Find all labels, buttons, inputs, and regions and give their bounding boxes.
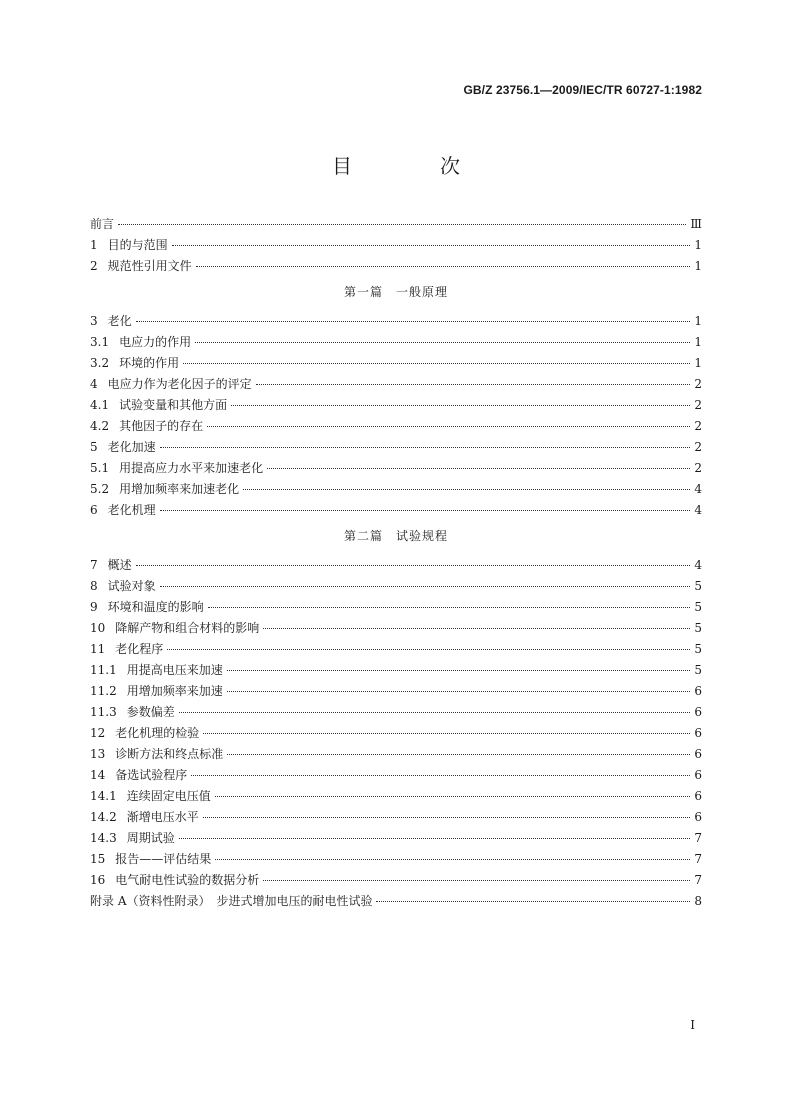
toc-entry-page: 6: [694, 726, 702, 740]
toc-entry-page: 7: [694, 873, 702, 887]
toc-leader-dots: [136, 564, 690, 566]
toc-entry-text: 规范性引用文件: [107, 259, 192, 273]
toc-entry-label: [90, 870, 259, 891]
toc-entry-text: 用提高应力水平来加速老化: [119, 461, 264, 475]
toc-entry-page: 1: [694, 259, 702, 273]
toc-entry-text: 报告——评估结果: [115, 852, 212, 866]
toc-entry-text: 试验对象: [107, 579, 156, 593]
toc-entry-text: 电应力的作用: [119, 335, 192, 349]
toc-part1-section: [90, 311, 702, 521]
toc-entry-page: 5: [694, 579, 702, 593]
toc-part2-section: [90, 555, 702, 912]
toc-entry[interactable]: [90, 807, 702, 828]
toc-entry-text: 环境的作用: [119, 356, 180, 370]
toc-entry-label: [90, 828, 175, 849]
toc-entry[interactable]: [90, 681, 702, 702]
toc-entry-page: 2: [694, 377, 702, 391]
toc-leader-dots: [172, 244, 690, 246]
toc-entry[interactable]: [90, 256, 702, 277]
toc-leader-dots: [160, 585, 690, 587]
toc-entry[interactable]: [90, 870, 702, 891]
toc-entry[interactable]: [90, 374, 702, 395]
toc-entry-number: 4: [90, 377, 98, 391]
toc-entry[interactable]: [90, 618, 702, 639]
toc-leader-dots: [167, 648, 690, 650]
toc-entry-label: [90, 723, 199, 744]
toc-leader-dots: [191, 774, 690, 776]
toc-leader-dots: [203, 816, 690, 818]
toc-entry[interactable]: [90, 437, 702, 458]
toc-entry-page: 1: [694, 314, 702, 328]
part-heading-1: 第一篇 一般原理: [343, 285, 448, 299]
toc-entry-number: 14.2: [90, 810, 117, 824]
toc-entry-number: 7: [90, 558, 98, 572]
toc-entry-number: 4.1: [90, 398, 110, 412]
toc-entry[interactable]: [90, 849, 702, 870]
toc-entry[interactable]: [90, 660, 702, 681]
toc-entry-text: 备选试验程序: [115, 768, 188, 782]
toc-entry-label: [90, 353, 179, 374]
toc-entry-number: 4.2: [90, 419, 110, 433]
toc-entry-page: 1: [694, 356, 702, 370]
toc-entry-number: 9: [90, 600, 98, 614]
toc-entry-text: 目的与范围: [107, 238, 168, 252]
toc-entry-text: 连续固定电压值: [126, 789, 211, 803]
toc-entry-text: 周期试验: [126, 831, 175, 845]
toc-entry[interactable]: [90, 311, 702, 332]
toc-entry-label: [90, 500, 156, 521]
toc-entry-number: 13: [90, 747, 106, 761]
toc-entry-label: [90, 765, 187, 786]
toc-entry[interactable]: [90, 723, 702, 744]
toc-entry-text: 降解产物和组合材料的影响: [115, 621, 260, 635]
toc-entry-label: [90, 437, 156, 458]
toc-entry-label: [90, 618, 259, 639]
page-folio: I: [690, 1018, 695, 1032]
toc-entry-text: 电应力作为老化因子的评定: [107, 377, 252, 391]
toc-entry[interactable]: [90, 744, 702, 765]
toc-entry-text: 电气耐电性试验的数据分析: [115, 873, 260, 887]
toc-leader-dots: [118, 223, 686, 225]
toc-entry-page: 5: [694, 621, 702, 635]
toc-leader-dots: [263, 879, 690, 881]
toc-entry-number: 10: [90, 621, 106, 635]
toc-leader-dots: [231, 404, 690, 406]
toc-entry-page: 5: [694, 600, 702, 614]
toc-leader-dots: [136, 320, 690, 322]
toc-entry-page: 6: [694, 810, 702, 824]
toc-leader-dots: [195, 341, 690, 343]
toc-leader-dots: [256, 383, 690, 385]
toc-entry-number: 11.3: [90, 705, 117, 719]
toc-entry-text: 前言: [90, 217, 115, 231]
toc-entry-number: 14.1: [90, 789, 117, 803]
toc-entry-page: 4: [694, 503, 702, 517]
toc-entry-number: 14.3: [90, 831, 117, 845]
toc-leader-dots: [208, 606, 690, 608]
toc-entry-page: 6: [694, 747, 702, 761]
toc-entry-number: 6: [90, 503, 98, 517]
toc-entry-label: [90, 311, 132, 332]
toc-entry-text: 附录 A（资料性附录） 步进式增加电压的耐电性试验: [90, 894, 373, 908]
toc-entry[interactable]: [90, 458, 702, 479]
toc-entry-text: 渐增电压水平: [126, 810, 199, 824]
toc-entry-label: [90, 786, 211, 807]
toc-entry[interactable]: [90, 235, 702, 256]
toc-entry-page: 6: [694, 768, 702, 782]
toc-entry[interactable]: [90, 214, 702, 235]
toc-entry-label: [90, 416, 203, 437]
toc-leader-dots: [227, 690, 690, 692]
toc-entry-number: 11.1: [90, 663, 117, 677]
toc-leader-dots: [227, 753, 690, 755]
toc-leader-dots: [179, 711, 690, 713]
toc-entry-text: 老化程序: [115, 642, 164, 656]
toc-leader-dots: [263, 627, 690, 629]
toc-entry[interactable]: [90, 500, 702, 521]
toc-entry-text: 参数偏差: [126, 705, 175, 719]
toc-leader-dots: [179, 837, 690, 839]
toc-entry-label: [90, 849, 211, 870]
toc-entry-page: 6: [694, 705, 702, 719]
toc-entry-text: 用增加频率来加速: [126, 684, 223, 698]
part-heading-2: 第二篇 试验规程: [343, 529, 448, 543]
toc-entry-label: [90, 597, 204, 618]
toc-entry-page: Ⅲ: [690, 217, 702, 231]
toc-entry-page: 8: [694, 894, 702, 908]
toc-entry[interactable]: [90, 765, 702, 786]
toc-entry[interactable]: [90, 891, 702, 912]
toc-entry[interactable]: [90, 639, 702, 660]
toc-leader-dots: [227, 669, 690, 671]
toc-entry-number: 11: [90, 642, 106, 656]
toc-entry-label: [90, 395, 227, 416]
toc-entry-number: 1: [90, 238, 98, 252]
toc-entry-label: [90, 576, 156, 597]
toc-entry-label: [90, 214, 114, 235]
toc-entry-page: 1: [694, 335, 702, 349]
toc-entry[interactable]: [90, 479, 702, 500]
toc-entry-page: 6: [694, 789, 702, 803]
toc-leader-dots: [160, 446, 690, 448]
toc-leader-dots: [267, 467, 690, 469]
toc-entry-text: 诊断方法和终点标准: [115, 747, 224, 761]
toc-entry-label: [90, 702, 175, 723]
toc-leader-dots: [243, 488, 690, 490]
toc-entry-text: 老化机理: [107, 503, 156, 517]
toc-entry-number: 2: [90, 259, 98, 273]
toc-entry-text: 其他因子的存在: [119, 419, 204, 433]
toc-entry-number: 15: [90, 852, 106, 866]
toc-leader-dots: [215, 795, 690, 797]
toc-entry-page: 5: [694, 642, 702, 656]
toc-entry-text: 老化机理的检验: [115, 726, 200, 740]
toc-entry-page: 7: [694, 831, 702, 845]
toc-leader-dots: [215, 858, 690, 860]
toc-entry-label: [90, 256, 192, 277]
toc-entry-page: 1: [694, 238, 702, 252]
toc-entry-label: [90, 807, 199, 828]
toc-entry-page: 2: [694, 440, 702, 454]
toc-entry[interactable]: [90, 555, 702, 576]
toc-entry-page: 7: [694, 852, 702, 866]
toc-entry-text: 环境和温度的影响: [107, 600, 204, 614]
toc-entry-page: 4: [694, 482, 702, 496]
toc-entry-number: 16: [90, 873, 106, 887]
toc-entry-label: [90, 479, 239, 500]
toc-entry-page: 5: [694, 663, 702, 677]
page-title: 目 次: [332, 154, 494, 178]
toc-entry-page: 6: [694, 684, 702, 698]
toc-leader-dots: [207, 425, 690, 427]
toc-entry-text: 老化加速: [107, 440, 156, 454]
toc-entry-page: 2: [694, 419, 702, 433]
table-of-contents: [90, 214, 702, 912]
toc-entry-number: 3.1: [90, 335, 110, 349]
toc-entry-label: [90, 891, 372, 912]
toc-entry-page: 2: [694, 461, 702, 475]
toc-entry-label: [90, 639, 163, 660]
toc-entry-label: [90, 555, 132, 576]
toc-entry-text: 概述: [107, 558, 132, 572]
toc-entry-number: 3: [90, 314, 98, 328]
toc-entry-text: 用增加频率来加速老化: [119, 482, 240, 496]
toc-entry-page: 4: [694, 558, 702, 572]
toc-entry[interactable]: [90, 416, 702, 437]
toc-entry[interactable]: [90, 597, 702, 618]
toc-entry-label: [90, 332, 191, 353]
toc-entry-text: 老化: [107, 314, 132, 328]
toc-leader-dots: [183, 362, 690, 364]
toc-entry[interactable]: [90, 828, 702, 849]
toc-entry-label: [90, 458, 263, 479]
toc-entry[interactable]: [90, 353, 702, 374]
toc-entry-number: 3.2: [90, 356, 110, 370]
toc-entry[interactable]: [90, 332, 702, 353]
toc-entry-number: 5.1: [90, 461, 110, 475]
toc-front-section: [90, 214, 702, 277]
toc-entry[interactable]: [90, 786, 702, 807]
toc-leader-dots: [376, 900, 690, 902]
toc-leader-dots: [160, 509, 690, 511]
toc-entry-text: 用提高电压来加速: [126, 663, 223, 677]
toc-entry-number: 5.2: [90, 482, 110, 496]
toc-leader-dots: [203, 732, 690, 734]
toc-leader-dots: [196, 265, 690, 267]
toc-entry-number: 12: [90, 726, 106, 740]
toc-entry-label: [90, 681, 223, 702]
toc-entry[interactable]: [90, 576, 702, 597]
toc-entry-label: [90, 235, 168, 256]
toc-entry[interactable]: [90, 702, 702, 723]
toc-entry-number: 11.2: [90, 684, 117, 698]
toc-entry-number: 14: [90, 768, 106, 782]
toc-entry-label: [90, 744, 223, 765]
toc-entry-number: 8: [90, 579, 98, 593]
toc-entry-number: 5: [90, 440, 98, 454]
toc-entry-text: 试验变量和其他方面: [119, 398, 228, 412]
toc-entry-page: 2: [694, 398, 702, 412]
toc-entry[interactable]: [90, 395, 702, 416]
standard-number: GB/Z 23756.1—2009/IEC/TR 60727-1:1982: [463, 83, 702, 97]
toc-entry-label: [90, 660, 223, 681]
toc-entry-label: [90, 374, 252, 395]
